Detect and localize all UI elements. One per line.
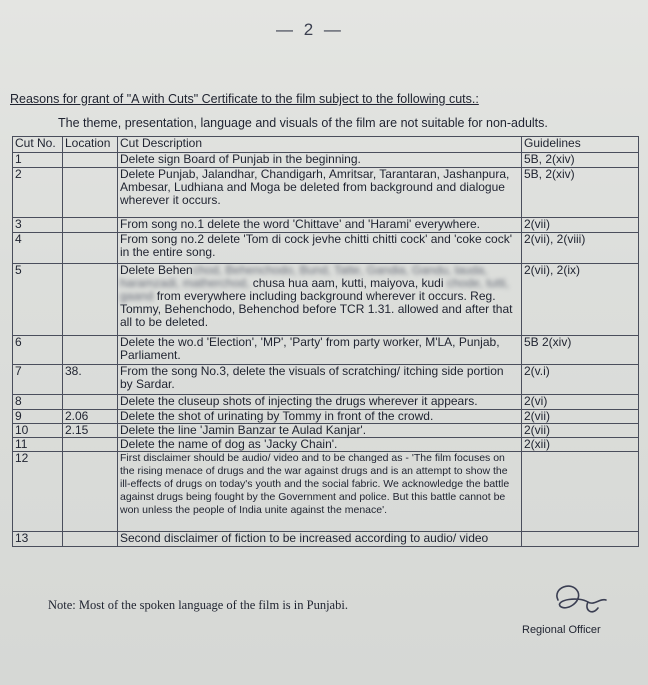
- cut-description: From song no.2 delete 'Tom di cock jevhe chitti chitti cock' and 'coke cock' in the entire song.: [118, 233, 522, 264]
- cut-location: [63, 395, 118, 410]
- cut-no: 9: [13, 410, 63, 424]
- description-mid: chusa hua aam, kutti, maiyova, kudi: [252, 276, 444, 290]
- header-cut-no: Cut No.: [13, 137, 63, 153]
- signature-icon: [548, 578, 618, 622]
- cut-location: [63, 336, 118, 365]
- table-row: [13, 424, 639, 438]
- cut-location: [63, 168, 118, 218]
- cut-no: 5: [13, 264, 63, 336]
- cut-guidelines: 5B, 2(xiv): [522, 168, 639, 218]
- header-cut-description: Cut Description: [118, 137, 522, 153]
- cut-description: First disclaimer should be audio/ video and to be changed as - 'The film focuses on the rising menace of drugs and the war against drugs and is an attempt to show the ill-effects of drugs on today's youth and the social fabric. We acknowledge the battle against drugs being fought by the Government and police. But this battle cannot be won unless the people of India unite against the menace'.: [118, 452, 522, 532]
- reasons-heading: Reasons for grant of "A with Cuts" Certificate to the film subject to the following cuts.:: [10, 92, 479, 106]
- cut-no: 6: [13, 336, 63, 365]
- cut-no: 8: [13, 395, 63, 410]
- cut-location: [63, 233, 118, 264]
- cut-no: 1: [13, 153, 63, 168]
- table-header-row: [13, 137, 639, 153]
- cut-no: 3: [13, 218, 63, 233]
- page-number: — 2 —: [276, 20, 344, 39]
- cut-description: Delete the shot of urinating by Tommy in front of the crowd.: [118, 410, 522, 424]
- cut-guidelines: 2(v.i): [522, 365, 639, 395]
- cut-description: Delete the name of dog as 'Jacky Chain'.: [118, 438, 522, 452]
- cut-description: Delete the line 'Jamin Banzar te Aulad Kanjar'.: [118, 424, 522, 438]
- cut-no: 11: [13, 438, 63, 452]
- cut-guidelines: 2(vii): [522, 424, 639, 438]
- table-row: [13, 233, 639, 264]
- table-row: [13, 452, 639, 532]
- cut-no: 10: [13, 424, 63, 438]
- cut-location: [63, 264, 118, 336]
- cuts-table: [12, 136, 639, 547]
- cut-guidelines: 2(vii): [522, 218, 639, 233]
- header-guidelines: Guidelines: [522, 137, 639, 153]
- table-row: [13, 264, 639, 336]
- cut-guidelines: [522, 532, 639, 547]
- cut-guidelines: 5B, 2(xiv): [522, 153, 639, 168]
- table-row: [13, 395, 639, 410]
- cut-location: 2.06: [63, 410, 118, 424]
- cut-no: 7: [13, 365, 63, 395]
- cut-location: [63, 218, 118, 233]
- cut-location: [63, 153, 118, 168]
- cut-description: Second disclaimer of fiction to be increased according to audio/ video: [118, 532, 522, 547]
- cut-description: Delete the wo.d 'Election', 'MP', 'Party' from party worker, M'LA, Punjab, Parliament.: [118, 336, 522, 365]
- redacted-text: chod, Behenchodo, Bund, Tatte, Gandia, Gandu, lauda, haramzadi, matherchod,: [120, 263, 488, 290]
- cut-guidelines: 2(vii): [522, 410, 639, 424]
- cut-location: 38.: [63, 365, 118, 395]
- cut-no: 13: [13, 532, 63, 547]
- cut-guidelines: 2(vi): [522, 395, 639, 410]
- cut-guidelines: [522, 452, 639, 532]
- cut-description: Delete sign Board of Punjab in the beginning.: [118, 153, 522, 168]
- theme-statement: The theme, presentation, language and visuals of the film are not suitable for non-adults.: [58, 116, 548, 130]
- redacted-text: chode, tutti, gaand: [120, 276, 509, 303]
- table-row: [13, 532, 639, 547]
- cut-description: From the song No.3, delete the visuals of scratching/ itching side portion by Sardar.: [118, 365, 522, 395]
- cut-location: [63, 438, 118, 452]
- table-row: [13, 218, 639, 233]
- cut-guidelines: 5B 2(xiv): [522, 336, 639, 365]
- language-note: Note: Most of the spoken language of the film is in Punjabi.: [48, 598, 348, 612]
- header-location: Location: [63, 137, 118, 153]
- cut-description: [118, 264, 522, 336]
- table-row: [13, 336, 639, 365]
- cut-guidelines: 2(vii), 2(viii): [522, 233, 639, 264]
- cut-location: [63, 452, 118, 532]
- cut-description: Delete Punjab, Jalandhar, Chandigarh, Amritsar, Tarantaran, Jashanpura, Ambesar, Ludhiana and Moga be deleted from background and dialogue wherever it occurs.: [118, 168, 522, 218]
- table-row: [13, 438, 639, 452]
- cut-no: 4: [13, 233, 63, 264]
- cut-no: 2: [13, 168, 63, 218]
- cut-guidelines: 2(vii), 2(ix): [522, 264, 639, 336]
- cut-guidelines: 2(xii): [522, 438, 639, 452]
- description-end: from everywhere including background wherever it occurs. Reg. Tommy, Behenchodo, Behenchod before TCR 1.31. allowed and after that all to be deleted.: [120, 289, 513, 329]
- cut-description: From song no.1 delete the word 'Chittave' and 'Harami' everywhere.: [118, 218, 522, 233]
- table-row: [13, 410, 639, 424]
- table-row: [13, 153, 639, 168]
- table-row: [13, 365, 639, 395]
- cut-no: 12: [13, 452, 63, 532]
- cut-location: [63, 532, 118, 547]
- signatory-title: Regional Officer: [522, 624, 601, 636]
- table-row: [13, 168, 639, 218]
- cut-location: 2.15: [63, 424, 118, 438]
- cut-description: Delete the cluseup shots of injecting the drugs wherever it appears.: [118, 395, 522, 410]
- description-start: Delete Behen: [120, 263, 193, 277]
